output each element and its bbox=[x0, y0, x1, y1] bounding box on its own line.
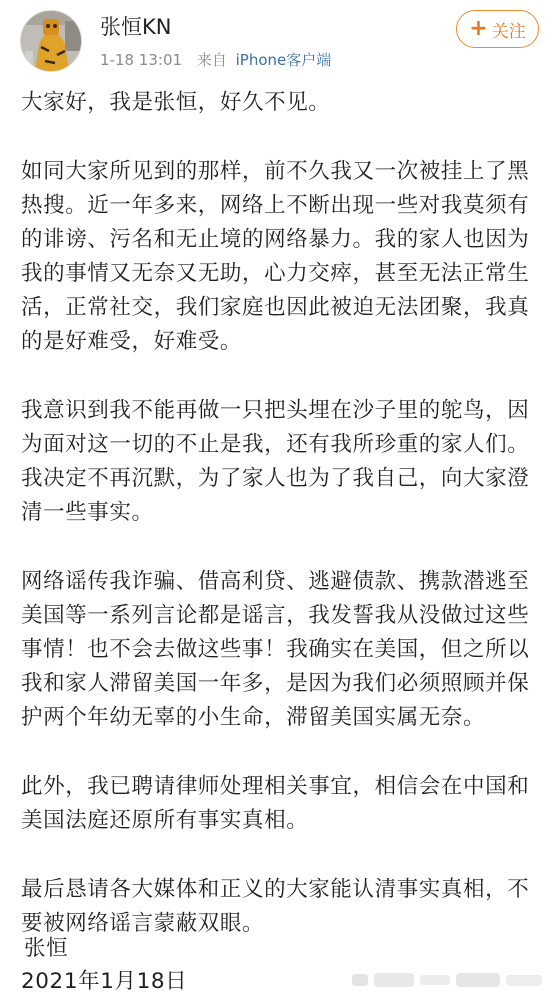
follow-label: 关注 bbox=[491, 21, 526, 42]
blurred-watermark bbox=[352, 968, 548, 992]
avatar-image bbox=[21, 11, 81, 71]
client-link[interactable]: iPhone客户端 bbox=[235, 51, 332, 69]
post-timestamp: 1-18 13:01 bbox=[100, 51, 183, 69]
avatar[interactable] bbox=[20, 10, 82, 72]
post-paragraph: 我意识到我不能再做一只把头埋在沙子里的鸵鸟，因为面对这一切的不止是我，还有我所珍重的家人们。我决定不再沉默，为了家人也为了我自己，向大家澄清一些事实。 bbox=[21, 398, 530, 525]
post-paragraph: 网络谣传我诈骗、借高利贷、逃避债款、携款潜逃至美国等一系列言论都是谣言，我发誓我从没做过这些事情！也不会去做这些事！我确实在美国，但之所以我和家人滞留美国一年多，是因为我们必须照顾并保护两个年幼无辜的小生命，滞留美国实属无奈。 bbox=[21, 569, 530, 730]
user-name[interactable]: 张恒KN bbox=[100, 15, 172, 39]
follow-button[interactable] bbox=[456, 10, 539, 48]
post-paragraph: 最后恳请各大媒体和正义的大家能认清事实真相，不要被网络谣言蒙蔽双眼。 bbox=[21, 877, 530, 936]
post-header bbox=[0, 0, 556, 80]
post-paragraph: 此外，我已聘请律师处理相关事宜，相信会在中国和美国法庭还原所有事实真相。 bbox=[21, 774, 530, 833]
via-label: 来自 bbox=[196, 51, 227, 69]
post-body bbox=[21, 86, 546, 976]
post-paragraph: 如同大家所见到的那样，前不久我又一次被挂上了黑热搜。近一年多来，网络上不断出现一些对我莫须有的诽谤、污名和无止境的网络暴力。我的家人也因为我的事情又无奈又无助，心力交瘁，甚至无法正常生活，正常社交，我们家庭也因此被迫无法团聚，我真的是好难受，好难受。 bbox=[21, 159, 530, 354]
signature-name: 张恒 bbox=[24, 936, 69, 961]
post-meta bbox=[100, 50, 331, 70]
plus-icon: + bbox=[469, 16, 488, 41]
post-paragraph: 大家好，我是张恒，好久不见。 bbox=[21, 90, 331, 115]
signature-date: 2021年1月18日 bbox=[21, 969, 188, 994]
